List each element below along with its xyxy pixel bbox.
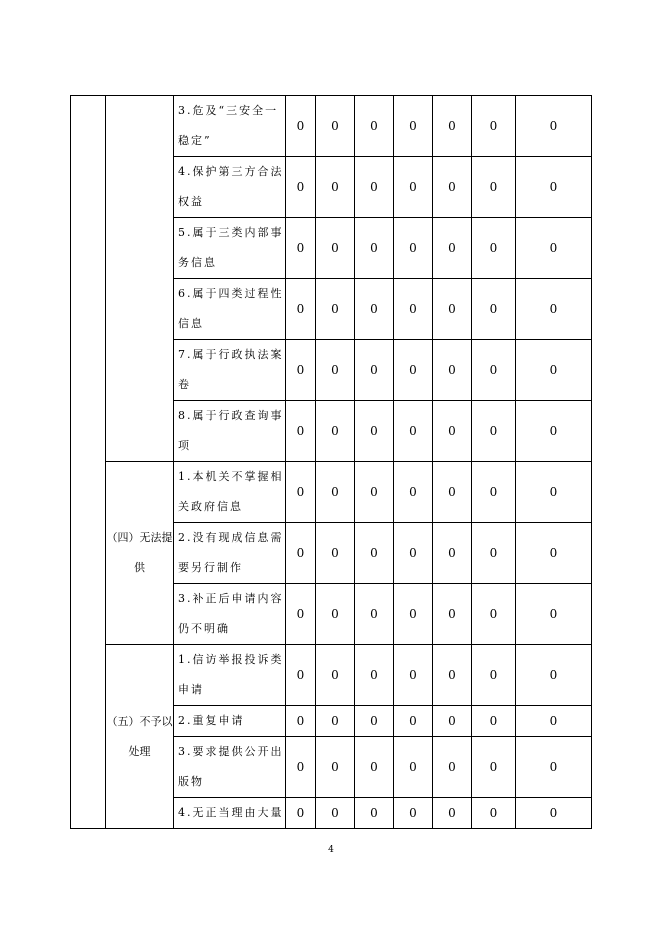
- value-cell: 0: [472, 279, 516, 340]
- category-cell: （四）无法提供: [106, 462, 174, 645]
- value-cell: 0: [472, 401, 516, 462]
- value-cell: 0: [316, 523, 355, 584]
- value-cell: 0: [355, 157, 394, 218]
- value-cell: 0: [516, 96, 592, 157]
- value-cell: 0: [355, 645, 394, 706]
- value-cell: 0: [316, 798, 355, 829]
- value-cell: 0: [316, 96, 355, 157]
- value-cell: 0: [472, 645, 516, 706]
- statistics-table: [70, 95, 592, 829]
- value-cell: 0: [355, 523, 394, 584]
- value-cell: 0: [316, 279, 355, 340]
- value-cell: 0: [394, 737, 433, 798]
- row-description: 2.重复申请: [174, 706, 286, 737]
- value-cell: 0: [516, 584, 592, 645]
- value-cell: 0: [394, 523, 433, 584]
- value-cell: 0: [433, 462, 472, 523]
- row-description: 4.无正当理由大量: [174, 798, 286, 829]
- value-cell: 0: [286, 96, 316, 157]
- value-cell: 0: [286, 218, 316, 279]
- value-cell: 0: [516, 401, 592, 462]
- value-cell: 0: [316, 340, 355, 401]
- value-cell: 0: [355, 737, 394, 798]
- value-cell: 0: [286, 584, 316, 645]
- value-cell: 0: [516, 798, 592, 829]
- value-cell: 0: [472, 798, 516, 829]
- row-description: 3.要求提供公开出版物: [174, 737, 286, 798]
- value-cell: 0: [433, 798, 472, 829]
- value-cell: 0: [316, 401, 355, 462]
- table-row: [71, 645, 592, 706]
- value-cell: 0: [433, 523, 472, 584]
- value-cell: 0: [433, 401, 472, 462]
- value-cell: 0: [516, 523, 592, 584]
- value-cell: 0: [472, 706, 516, 737]
- value-cell: 0: [433, 737, 472, 798]
- value-cell: 0: [472, 737, 516, 798]
- value-cell: 0: [472, 523, 516, 584]
- value-cell: 0: [286, 645, 316, 706]
- value-cell: 0: [433, 96, 472, 157]
- value-cell: 0: [394, 340, 433, 401]
- value-cell: 0: [286, 523, 316, 584]
- value-cell: 0: [516, 340, 592, 401]
- page-number: 4: [328, 845, 334, 855]
- value-cell: 0: [516, 706, 592, 737]
- value-cell: 0: [472, 96, 516, 157]
- value-cell: 0: [355, 96, 394, 157]
- value-cell: 0: [433, 340, 472, 401]
- value-cell: 0: [472, 462, 516, 523]
- value-cell: 0: [394, 157, 433, 218]
- category-cell: （五）不予以处理: [106, 645, 174, 829]
- value-cell: 0: [433, 584, 472, 645]
- value-cell: 0: [472, 157, 516, 218]
- row-description: 1.信访举报投诉类申请: [174, 645, 286, 706]
- table-row: [71, 96, 592, 157]
- value-cell: 0: [516, 645, 592, 706]
- value-cell: 0: [355, 401, 394, 462]
- value-cell: 0: [286, 340, 316, 401]
- row-description: 8.属于行政查询事项: [174, 401, 286, 462]
- value-cell: 0: [316, 157, 355, 218]
- value-cell: 0: [316, 645, 355, 706]
- row-description: 1.本机关不掌握相关政府信息: [174, 462, 286, 523]
- value-cell: 0: [316, 737, 355, 798]
- value-cell: 0: [433, 218, 472, 279]
- row-description: 5.属于三类内部事务信息: [174, 218, 286, 279]
- value-cell: 0: [516, 462, 592, 523]
- value-cell: 0: [516, 737, 592, 798]
- value-cell: 0: [472, 218, 516, 279]
- row-description: 6.属于四类过程性信息: [174, 279, 286, 340]
- row-description: 7.属于行政执法案卷: [174, 340, 286, 401]
- value-cell: 0: [394, 706, 433, 737]
- value-cell: 0: [286, 157, 316, 218]
- value-cell: 0: [316, 462, 355, 523]
- value-cell: 0: [516, 157, 592, 218]
- value-cell: 0: [286, 737, 316, 798]
- value-cell: 0: [286, 462, 316, 523]
- row-description: 4.保护第三方合法权益: [174, 157, 286, 218]
- value-cell: 0: [472, 584, 516, 645]
- value-cell: 0: [316, 584, 355, 645]
- value-cell: 0: [355, 706, 394, 737]
- value-cell: 0: [433, 279, 472, 340]
- row-description: 3.危及“三安全一稳定”: [174, 96, 286, 157]
- value-cell: 0: [472, 340, 516, 401]
- value-cell: 0: [433, 645, 472, 706]
- value-cell: 0: [516, 279, 592, 340]
- value-cell: 0: [355, 584, 394, 645]
- outer-category-cell: [71, 96, 106, 829]
- value-cell: 0: [394, 645, 433, 706]
- table-row: [71, 462, 592, 523]
- value-cell: 0: [394, 798, 433, 829]
- value-cell: 0: [394, 96, 433, 157]
- value-cell: 0: [316, 706, 355, 737]
- value-cell: 0: [286, 706, 316, 737]
- value-cell: 0: [286, 798, 316, 829]
- value-cell: 0: [355, 462, 394, 523]
- value-cell: 0: [394, 401, 433, 462]
- value-cell: 0: [355, 340, 394, 401]
- value-cell: 0: [433, 157, 472, 218]
- row-description: 3.补正后申请内容仍不明确: [174, 584, 286, 645]
- value-cell: 0: [355, 798, 394, 829]
- value-cell: 0: [394, 462, 433, 523]
- row-description: 2.没有现成信息需要另行制作: [174, 523, 286, 584]
- value-cell: 0: [316, 218, 355, 279]
- value-cell: 0: [286, 279, 316, 340]
- value-cell: 0: [394, 584, 433, 645]
- category-cell: [106, 96, 174, 462]
- value-cell: 0: [355, 279, 394, 340]
- value-cell: 0: [394, 279, 433, 340]
- value-cell: 0: [286, 401, 316, 462]
- value-cell: 0: [433, 706, 472, 737]
- value-cell: 0: [355, 218, 394, 279]
- value-cell: 0: [516, 218, 592, 279]
- value-cell: 0: [394, 218, 433, 279]
